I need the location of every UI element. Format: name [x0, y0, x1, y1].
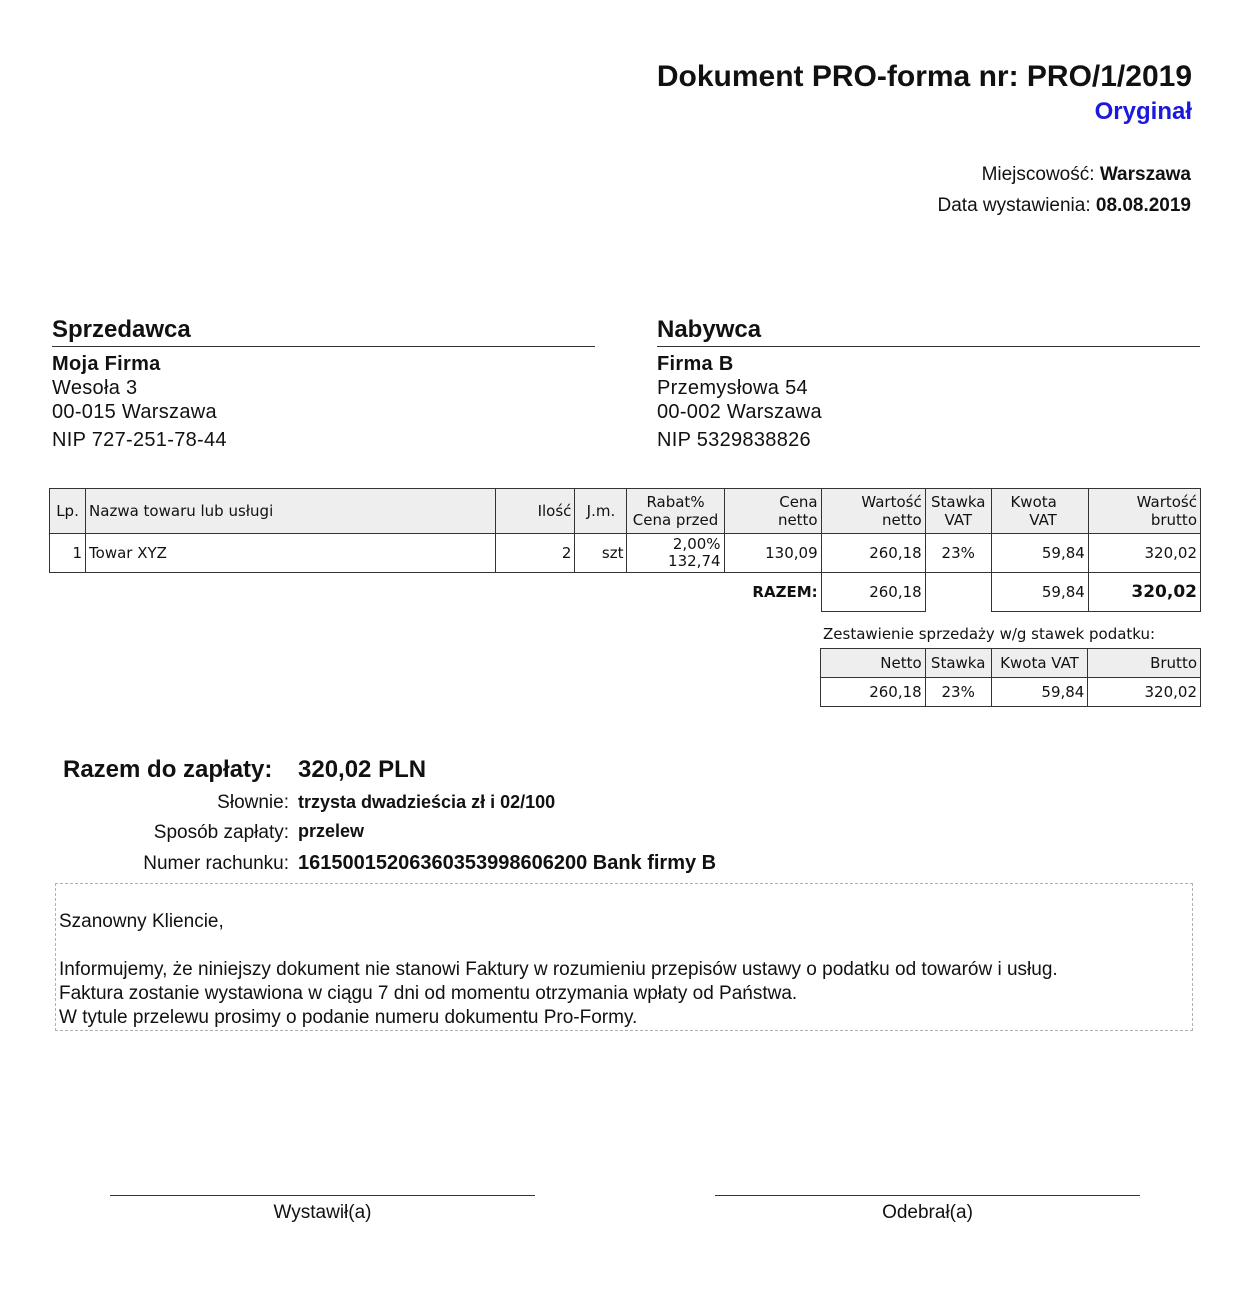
- document-title: Dokument PRO-forma nr: PRO/1/2019: [656, 60, 1192, 93]
- buyer-name: Firma B: [657, 353, 734, 375]
- row-name: Towar XYZ: [86, 534, 496, 573]
- row-price-net: 130,09: [724, 534, 821, 573]
- seller-street: Wesoła 3: [52, 377, 138, 399]
- copy-type-label: Oryginał: [1094, 98, 1192, 125]
- header-price: [724, 489, 821, 534]
- notice-greeting: Szanowny Kliencie,: [59, 911, 224, 932]
- seller-city: 00-015 Warszawa: [52, 401, 217, 423]
- header-net-value: [821, 489, 925, 534]
- vat-summary-header-row: [821, 649, 1201, 678]
- header-net-top: Wartość: [861, 493, 922, 511]
- payment-method-label: Sposób zapłaty:: [153, 822, 289, 843]
- buyer-block: [657, 316, 1200, 452]
- summary-header-vat: Kwota VAT: [991, 649, 1088, 678]
- issuer-signature-line: [110, 1195, 535, 1196]
- place-value: Warszawa: [1099, 164, 1191, 185]
- summary-net: 260,18: [821, 678, 926, 707]
- row-discount: [627, 534, 724, 573]
- header-unit: J.m.: [575, 489, 627, 534]
- place-label: Miejscowość:: [981, 164, 1095, 185]
- notice-line-1: Informujemy, że niniejszy dokument nie stanowi Faktury w rozumieniu przepisów ustawy o podatku od towarów i usług.: [59, 959, 1058, 980]
- header-vat-amount: [991, 489, 1088, 534]
- header-vat-amount-top: Kwota: [1010, 493, 1057, 511]
- total-net-value: 260,18: [821, 573, 925, 612]
- summary-header-gross: Brutto: [1088, 649, 1201, 678]
- row-price-before: 132,74: [668, 552, 721, 570]
- buyer-street: Przemysłowa 54: [657, 377, 808, 399]
- row-vat-amount: 59,84: [991, 534, 1088, 573]
- account-number-value: 16150015206360353998606200 Bank firmy B: [298, 852, 717, 874]
- client-notice: [55, 883, 1193, 1031]
- header-vat-rate: [925, 489, 991, 534]
- notice-line-3: W tytule przelewu prosimy o podanie numeru dokumentu Pro-Formy.: [59, 1007, 638, 1028]
- total-row: [50, 573, 1201, 612]
- receiver-signature-label: Odebrał(a): [882, 1202, 973, 1223]
- amount-words-value: trzysta dwadzieścia zł i 02/100: [298, 792, 556, 812]
- issuer-signature-label: Wystawił(a): [273, 1202, 372, 1223]
- header-discount-bottom: Cena przed: [632, 511, 719, 529]
- header-vat-rate-bottom: VAT: [944, 511, 972, 529]
- summary-gross: 320,02: [1088, 678, 1201, 707]
- notice-line-2: Faktura zostanie wystawiona w ciągu 7 dni od momentu otrzymania wpłaty od Państwa.: [59, 983, 798, 1004]
- header-qty: Ilość: [496, 489, 575, 534]
- issue-date-row: [938, 195, 1192, 217]
- row-vat-rate: 23%: [925, 534, 991, 573]
- issue-date-label: Data wystawienia:: [937, 195, 1091, 216]
- items-table: [49, 488, 1201, 612]
- header-discount: [627, 489, 724, 534]
- header-net-bottom: netto: [882, 511, 922, 529]
- summary-rate: 23%: [925, 678, 991, 707]
- row-lp: 1: [50, 534, 86, 573]
- row-qty: 2: [496, 534, 575, 573]
- total-gross-value: 320,02: [1088, 573, 1200, 612]
- row-gross-value: 320,02: [1088, 534, 1200, 573]
- header-lp: Lp.: [50, 489, 86, 534]
- amount-due-value: 320,02 PLN: [298, 756, 427, 783]
- account-number-label: Numer rachunku:: [143, 853, 289, 874]
- seller-nip: NIP 727-251-78-44: [52, 429, 227, 451]
- header-vat-amount-bottom: VAT: [1029, 511, 1057, 529]
- payment-method-value: przelew: [298, 821, 365, 841]
- total-label: RAZEM:: [724, 573, 821, 612]
- total-vat-amount: 59,84: [991, 573, 1088, 612]
- amount-words-label: Słownie:: [217, 792, 289, 813]
- amount-due-label: Razem do zapłaty:: [63, 756, 273, 783]
- row-unit: szt: [575, 534, 627, 573]
- place-row: [982, 164, 1191, 186]
- row-net-value: 260,18: [821, 534, 925, 573]
- summary-header-net: Netto: [821, 649, 926, 678]
- vat-summary-caption: Zestawienie sprzedaży w/g stawek podatku:: [823, 625, 1156, 643]
- header-price-top: Cena: [779, 493, 818, 511]
- header-price-bottom: netto: [777, 511, 818, 529]
- buyer-city: 00-002 Warszawa: [657, 401, 822, 423]
- items-header-row: [50, 489, 1201, 534]
- header-vat-rate-top: Stawka: [930, 493, 986, 511]
- header-gross-bottom: brutto: [1150, 511, 1197, 529]
- header-gross-value: [1088, 489, 1200, 534]
- buyer-heading: Nabywca: [657, 316, 1200, 347]
- issue-date-value: 08.08.2019: [1095, 195, 1191, 216]
- table-row: [50, 534, 1201, 573]
- seller-name: Moja Firma: [52, 353, 161, 375]
- header-discount-top: Rabat%: [646, 493, 705, 511]
- header-name: Nazwa towaru lub usługi: [86, 489, 496, 534]
- summary-vat: 59,84: [991, 678, 1088, 707]
- receiver-signature-line: [715, 1195, 1140, 1196]
- summary-header-rate: Stawka: [925, 649, 991, 678]
- header-gross-top: Wartość: [1136, 493, 1197, 511]
- vat-summary-table: [820, 648, 1201, 707]
- seller-block: [52, 316, 595, 452]
- buyer-nip: NIP 5329838826: [657, 429, 811, 451]
- seller-heading: Sprzedawca: [52, 316, 595, 347]
- table-row: [821, 678, 1201, 707]
- row-discount-value: 2,00%: [672, 535, 721, 553]
